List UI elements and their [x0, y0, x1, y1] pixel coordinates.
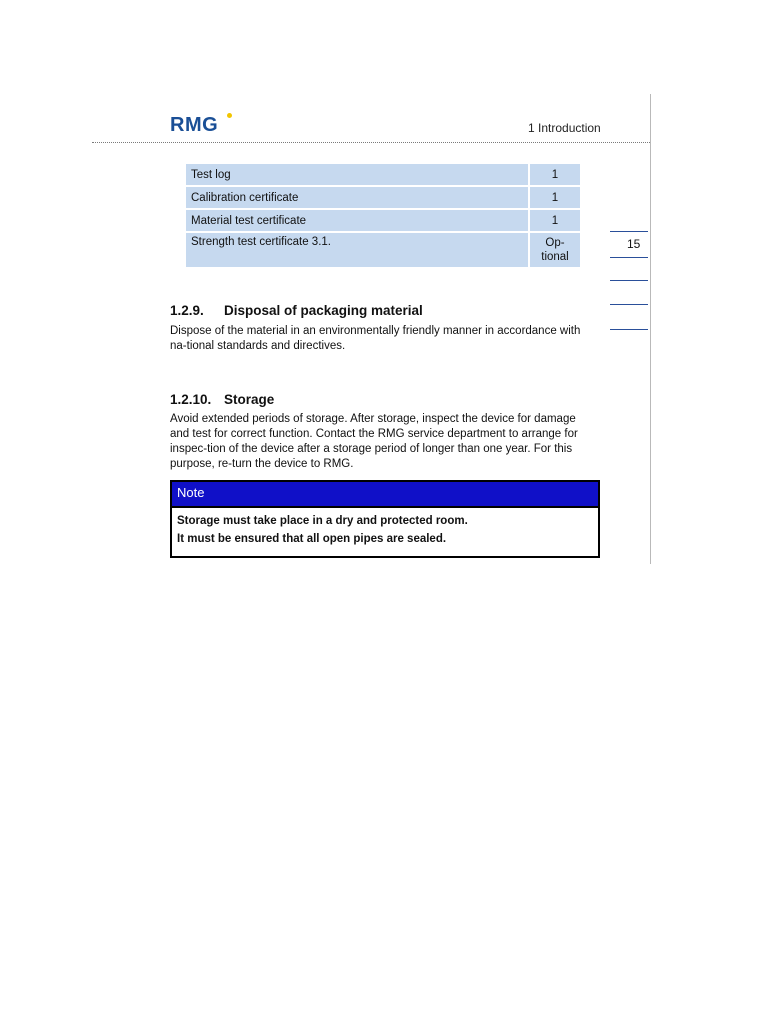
storage-paragraph: Avoid extended periods of storage. After storage, inspect the device for damage and test for correct function. Contact the RMG service department to arrange for inspec-tion of the device after a storage period of longer than one year. For this purpose, re-turn the device to RMG. [170, 413, 578, 470]
table-row [186, 164, 580, 185]
table-row [186, 233, 580, 267]
side-rule [610, 280, 648, 281]
section-number: 1.2.9. [170, 303, 204, 318]
table-cell-item: Test log [186, 164, 528, 185]
side-rule [610, 304, 648, 305]
table-cell-qty: 1 [530, 187, 580, 208]
table-cell-item: Strength test certificate 3.1. [186, 233, 528, 267]
table-row [186, 187, 580, 208]
note-line: Storage must take place in a dry and protected room. [177, 515, 468, 527]
table-cell-qty: Op- tional [530, 233, 580, 267]
table-cell-qty: 1 [530, 164, 580, 185]
section-title: Storage [224, 392, 275, 407]
side-rule [610, 257, 648, 258]
section-title: Disposal of packaging material [224, 303, 423, 318]
table-cell-qty: 1 [530, 210, 580, 231]
section-heading-disposal [170, 303, 423, 318]
note-title: Note [172, 482, 598, 508]
section-number: 1.2.10. [170, 392, 212, 407]
side-rule [610, 231, 648, 232]
delivery-table [184, 162, 582, 269]
table-row [186, 210, 580, 231]
logo-dot-icon [227, 113, 232, 118]
note-line: It must be ensured that all open pipes are sealed. [177, 533, 447, 545]
rmg-logo: RMG [170, 114, 219, 136]
disposal-paragraph: Dispose of the material in an environmentally friendly manner in accordance with na-tional standards and directives. [170, 325, 581, 352]
side-rule [610, 329, 648, 330]
section-heading-storage [170, 392, 274, 407]
chapter-title: 1 Introduction [528, 121, 601, 135]
header-divider [92, 142, 650, 143]
page-number: 15 [627, 237, 641, 251]
margin-divider [650, 94, 651, 564]
table-cell-item: Calibration certificate [186, 187, 528, 208]
table-cell-item: Material test certificate [186, 210, 528, 231]
note-box [170, 480, 600, 558]
